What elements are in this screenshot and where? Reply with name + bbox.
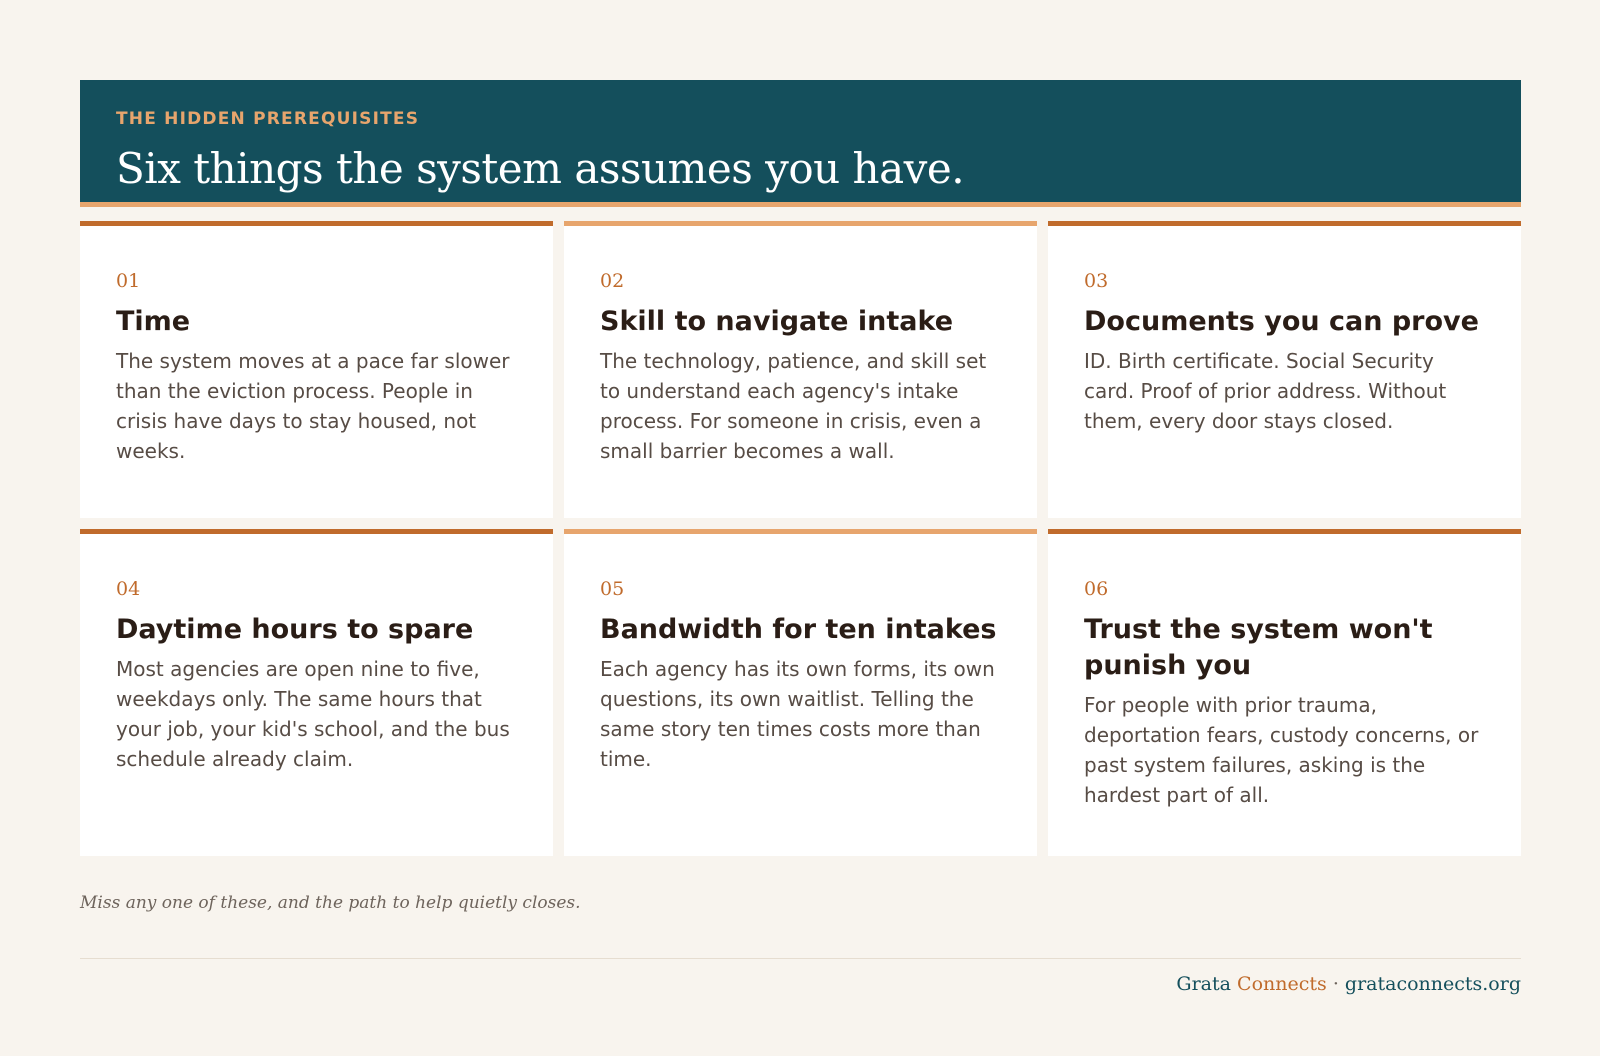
card-title: Daytime hours to spare [116,614,474,645]
card-description: Each agency has its own forms, its own questions, its own waitlist. Telling the same story ten times costs more than time. [600,657,995,771]
card-title: Time [116,306,191,337]
prerequisite-card-02 [564,221,1037,518]
closing-note: Miss any one of these, and the path to help quietly closes. [80,893,581,913]
card-description: The system moves at a pace far slower than the eviction process. People in crisis have days to stay housed, not weeks. [116,349,510,463]
card-number: 05 [600,578,625,600]
card-number: 02 [600,270,625,292]
footer-separator: · [1332,973,1339,995]
website-link[interactable]: grataconnects.org [1344,973,1521,995]
header-banner [80,80,1521,207]
card-title: Skill to navigate intake [600,306,954,337]
card-description: ID. Birth certificate. Social Security card. Proof of prior address. Without them, every door stays closed. [1084,349,1447,433]
card-number: 01 [116,270,141,292]
footer-credit [1176,973,1521,995]
page-title: Six things the system assumes you have. [116,144,965,193]
prerequisite-card-05 [564,529,1037,856]
prerequisites-grid [80,221,1521,856]
eyebrow-label: THE HIDDEN PREREQUISITES [116,109,420,129]
prerequisite-card-06 [1048,529,1521,856]
card-description: The technology, patience, and skill set to understand each agency's intake process. For someone in crisis, even a small barrier becomes a wall. [600,349,987,463]
brand-name-part2: Connects [1237,973,1327,995]
brand-name-part1: Grata [1176,973,1231,995]
card-title: Trust the system won't punish you [1084,614,1433,681]
card-description: For people with prior trauma, deportation fears, custody concerns, or past system failures, asking is the hardest part of all. [1084,693,1479,807]
prerequisite-card-01 [80,221,553,518]
prerequisite-card-04 [80,529,553,856]
card-description: Most agencies are open nine to five, weekdays only. The same hours that your job, your kid's school, and the bus schedule already claim. [116,657,510,771]
card-number: 04 [116,578,141,600]
card-title: Documents you can prove [1084,306,1479,337]
prerequisite-card-03 [1048,221,1521,518]
footer-divider [80,958,1521,959]
card-number: 03 [1084,270,1109,292]
card-title: Bandwidth for ten intakes [600,614,997,645]
card-number: 06 [1084,578,1109,600]
